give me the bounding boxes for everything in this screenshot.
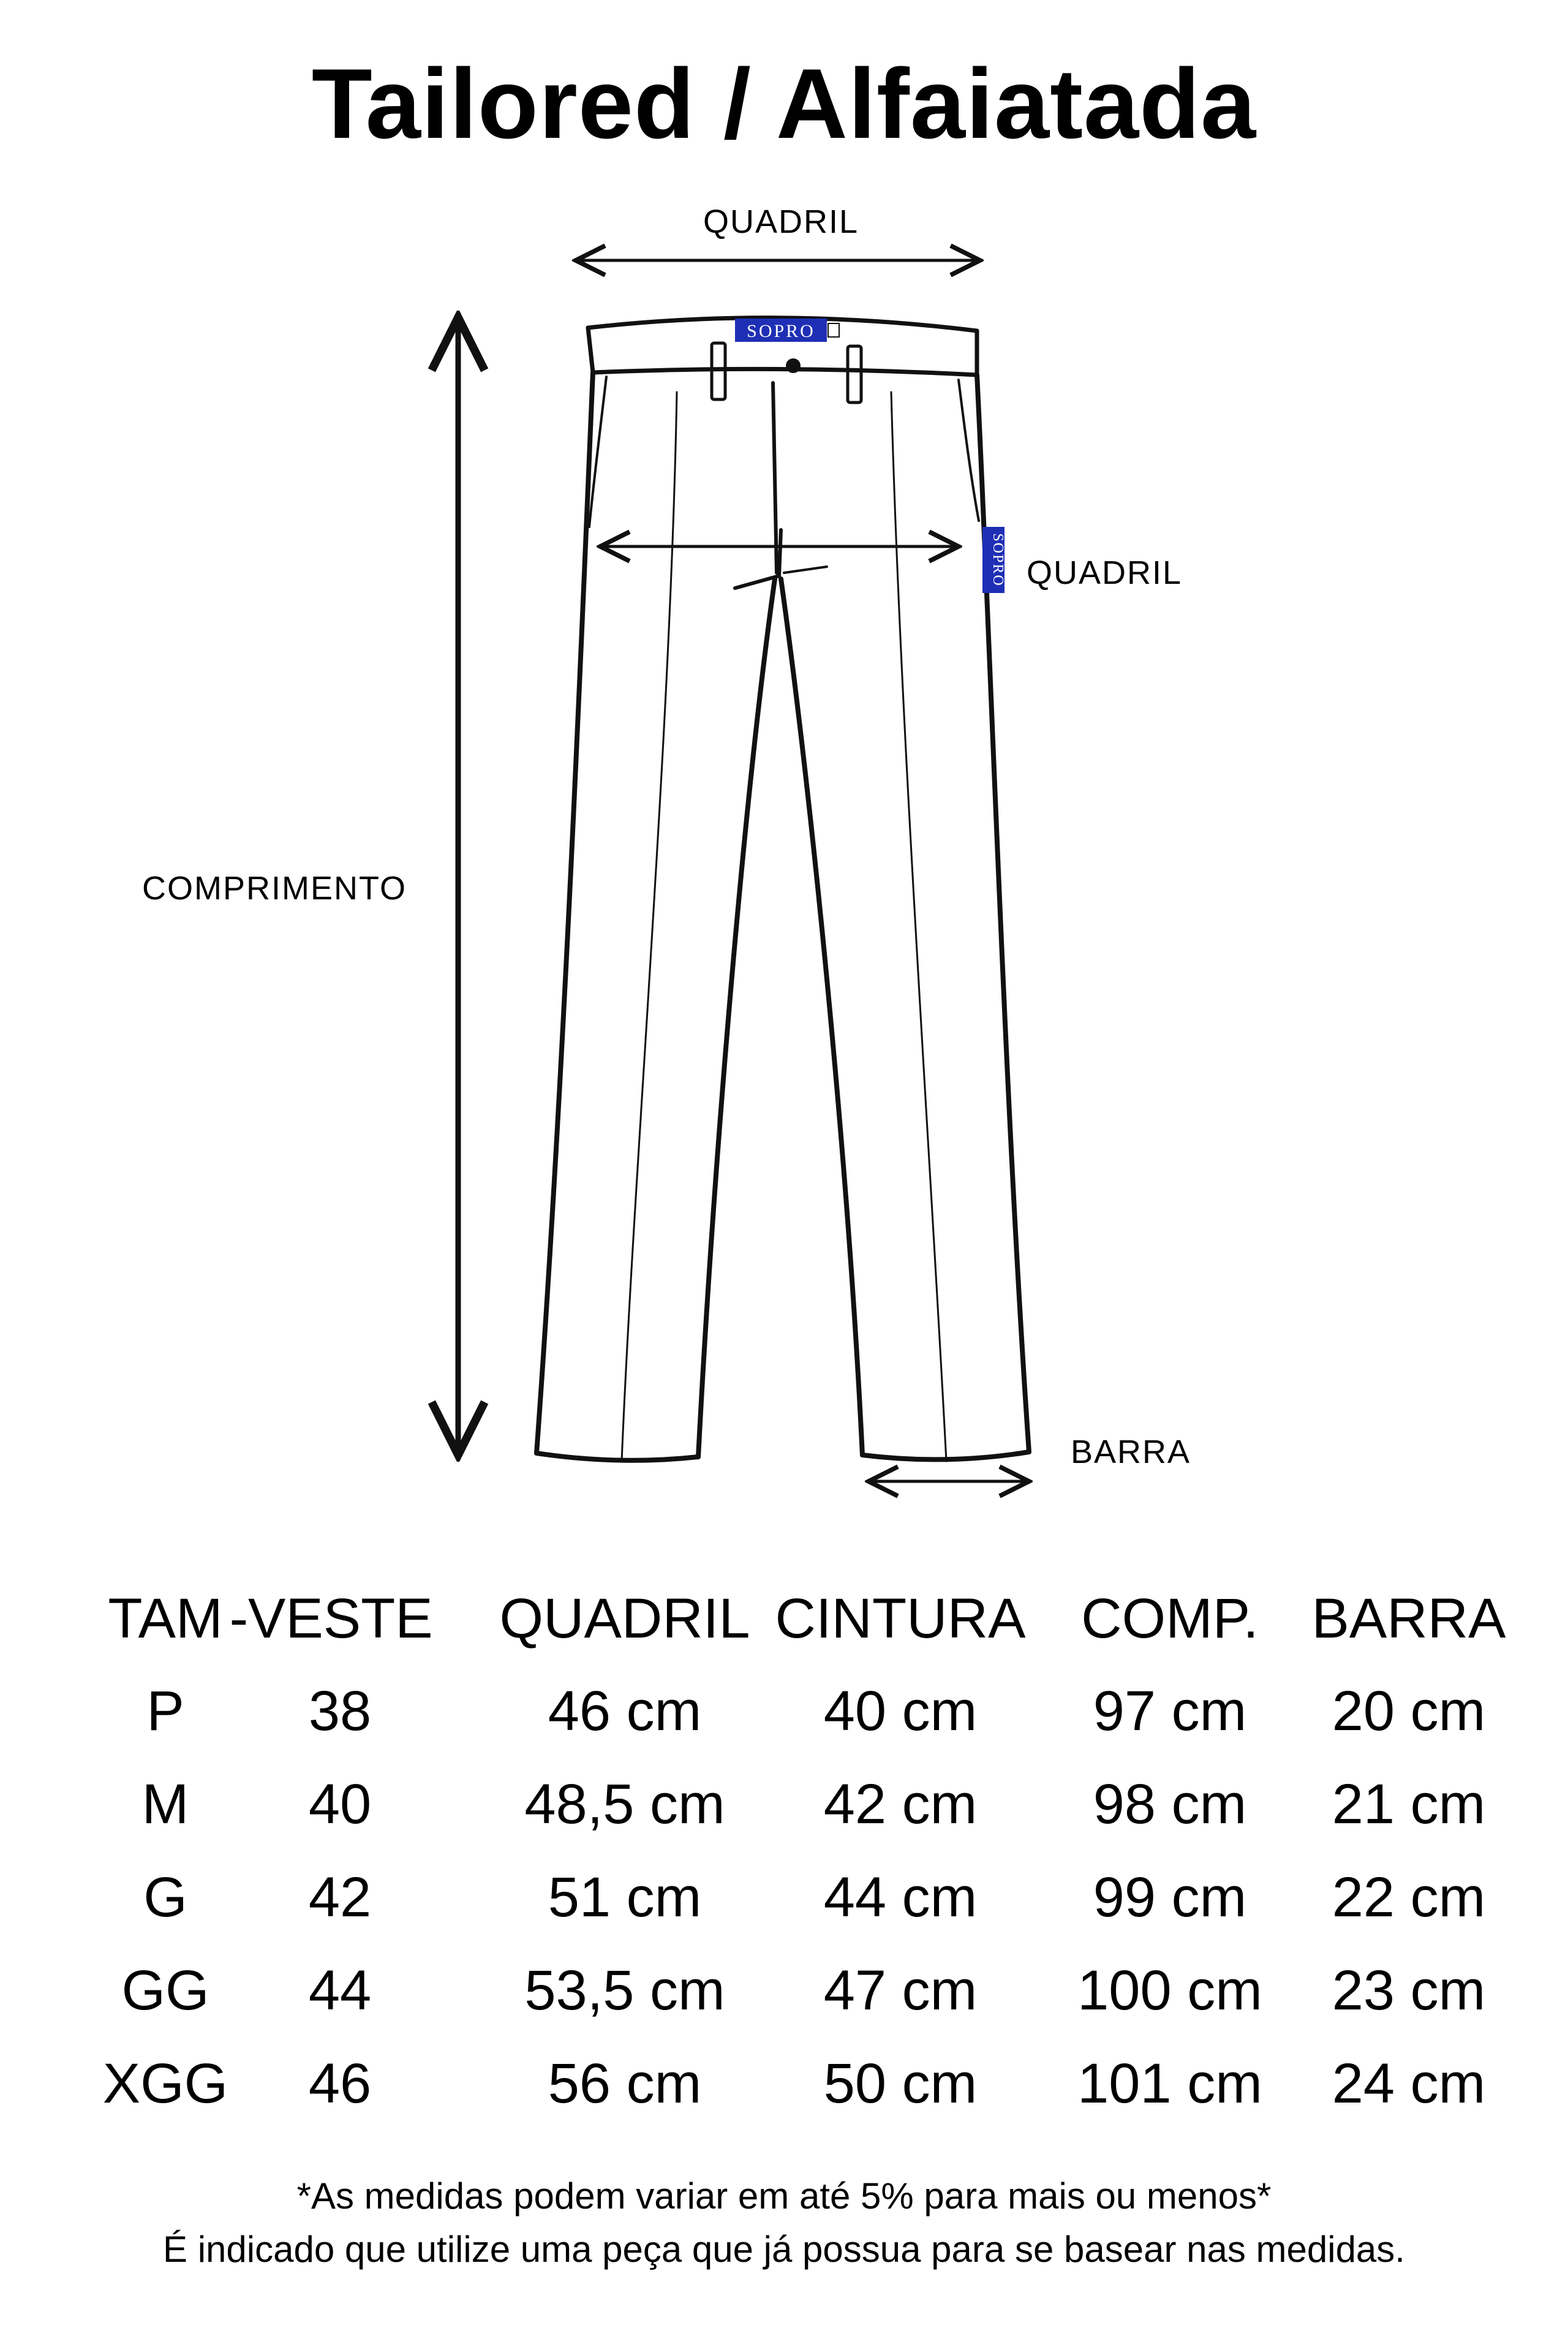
label-hip-mid: QUADRIL bbox=[1027, 554, 1183, 591]
label-hip-top: QUADRIL bbox=[703, 203, 859, 240]
row-xgg-quadril: 56 cm bbox=[548, 2052, 702, 2115]
header-size: TAM bbox=[108, 1587, 223, 1650]
header-comp: COMP. bbox=[1081, 1587, 1259, 1650]
row-xgg-size: XGG bbox=[102, 2052, 228, 2115]
header-cintura: CINTURA bbox=[775, 1587, 1026, 1650]
row-gg-size: GG bbox=[121, 1959, 209, 2022]
row-gg-cintura: 47 cm bbox=[823, 1959, 978, 2022]
row-gg-barra: 23 cm bbox=[1332, 1959, 1486, 2022]
row-p-size: P bbox=[146, 1680, 184, 1742]
row-m-size: M bbox=[141, 1773, 189, 1835]
row-gg-comp: 100 cm bbox=[1077, 1959, 1262, 2022]
footnote-advice: É indicado que utilize uma peça que já possua para se basear nas medidas. bbox=[163, 2229, 1405, 2270]
row-g-quadril: 51 cm bbox=[548, 1866, 702, 1929]
row-p-veste: 38 bbox=[308, 1680, 372, 1742]
label-length: COMPRIMENTO bbox=[142, 870, 407, 907]
row-g-cintura: 44 cm bbox=[823, 1866, 978, 1929]
header-barra: BARRA bbox=[1311, 1587, 1506, 1650]
row-m-quadril: 48,5 cm bbox=[524, 1773, 725, 1835]
row-m-barra: 21 cm bbox=[1332, 1773, 1486, 1835]
row-p-comp: 97 cm bbox=[1093, 1680, 1247, 1742]
page-title: Tailored / Alfaiatada bbox=[311, 48, 1257, 159]
brand-tag-text: SOPRO bbox=[747, 321, 815, 341]
footnote-variation: *As medidas podem variar em até 5% para mais ou menos* bbox=[296, 2175, 1272, 2217]
row-m-comp: 98 cm bbox=[1093, 1773, 1247, 1835]
label-hem: BARRA bbox=[1071, 1434, 1191, 1470]
brand-tag-side-text: SOPRO bbox=[990, 533, 1006, 587]
trouser-outline bbox=[537, 318, 1029, 1461]
row-p-cintura: 40 cm bbox=[823, 1680, 978, 1742]
row-g-size: G bbox=[143, 1866, 187, 1929]
row-xgg-comp: 101 cm bbox=[1077, 2052, 1262, 2115]
row-xgg-veste: 46 bbox=[308, 2052, 372, 2115]
header-quadril: QUADRIL bbox=[499, 1587, 750, 1650]
header-veste: VESTE bbox=[248, 1587, 433, 1650]
row-gg-quadril: 53,5 cm bbox=[524, 1959, 725, 2022]
row-g-comp: 99 cm bbox=[1093, 1866, 1247, 1929]
row-m-veste: 40 bbox=[308, 1773, 372, 1835]
row-xgg-cintura: 50 cm bbox=[823, 2052, 978, 2115]
row-p-quadril: 46 cm bbox=[548, 1680, 702, 1742]
row-g-veste: 42 bbox=[308, 1866, 372, 1929]
row-m-cintura: 42 cm bbox=[823, 1773, 978, 1835]
header-dash: - bbox=[229, 1587, 249, 1650]
row-gg-veste: 44 bbox=[308, 1959, 372, 2022]
row-g-barra: 22 cm bbox=[1332, 1866, 1486, 1929]
row-p-barra: 20 cm bbox=[1332, 1680, 1486, 1742]
row-xgg-barra: 24 cm bbox=[1332, 2052, 1486, 2115]
